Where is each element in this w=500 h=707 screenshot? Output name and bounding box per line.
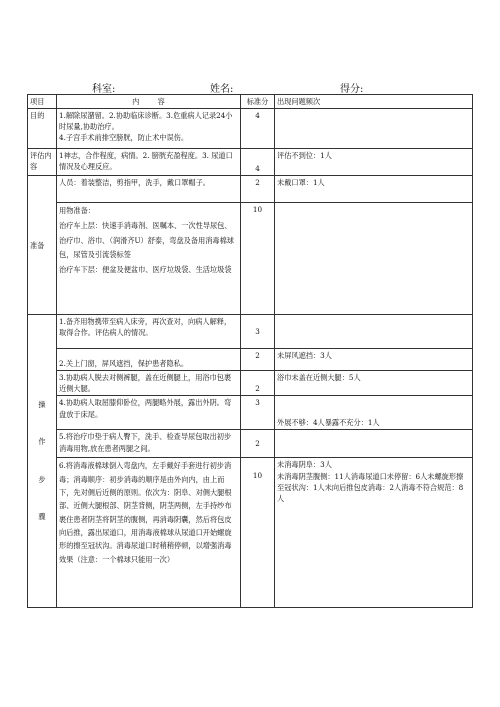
row-score: 2 — [241, 430, 275, 458]
row-score: 2 — [241, 176, 275, 203]
group-label-prep: 准备 — [28, 176, 57, 315]
table-row — [28, 109, 473, 149]
row-category: 评估内容 — [28, 149, 57, 176]
row-score: 2 — [241, 371, 275, 396]
group-char: 步 — [38, 474, 46, 484]
table-row — [28, 203, 473, 315]
row-content: 1神志，合作程度，病情。2. 膀胱充盈程度。3. 尿道口情况及心理反应。 — [57, 149, 241, 176]
score-table — [27, 94, 473, 608]
row-content: 3.协助病人脱去对侧裤腿，盖在近侧腿上，用浴巾包裹近侧大腿。 — [57, 371, 241, 396]
row-issues — [275, 315, 473, 349]
issue-line: 未消毒阴阜：3人 — [277, 460, 332, 470]
row-content: 人员：着装整洁，剪指甲，洗手，戴口罩帽子。 — [57, 176, 241, 203]
row-issues: 浴巾未盖在近侧大腿：5人 — [275, 371, 473, 396]
row-content: 4.协助病人取屈膝仰卧位，两腿略外展，露出外阴。弯盘放于床尾。 — [57, 396, 241, 430]
content-line: 治疗车上层：快速手消毒剂、医嘱本、一次性导尿包、治疗巾、浴巾、（润滑齐U）舒泰，弯盘及备用消毒棉球包，尿管及引流袋标签 — [59, 220, 234, 260]
issue-line: 未消毒阴茎腹侧：11人消毒尿道口未停留：6人未螺旋形擦至冠状沟：1人未向后推包皮消毒：2人消毒不符合规范：8人 — [277, 471, 464, 503]
score-label: 得分: — [340, 84, 364, 95]
group-char: 操 — [38, 399, 46, 409]
table-row — [28, 396, 473, 430]
table-row — [28, 371, 473, 396]
row-score: 2 — [241, 349, 275, 371]
table-row — [28, 315, 473, 349]
row-score: 4 — [241, 109, 275, 149]
row-issues — [275, 203, 473, 315]
row-score: 3 — [241, 315, 275, 349]
table-row — [28, 349, 473, 371]
row-issues — [275, 430, 473, 458]
row-content: 2.关上门窗，屏风遮挡，保护患者隐私。 — [57, 349, 241, 371]
row-content: 1.备齐用物携带至病人床旁，再次查对，向病人解释，取得合作。评估病人的情况。 — [57, 315, 241, 349]
col-content-header: 内 容 — [57, 95, 241, 109]
row-score: 10 — [241, 203, 275, 315]
group-label-ops — [28, 315, 57, 608]
group-char: 骤 — [38, 512, 46, 522]
table-header-row — [28, 95, 473, 109]
row-score: 3 — [241, 396, 275, 430]
content-line: 1.解除尿潴留。2.协助临床诊断。3.危重病人记录24小时尿量,协助治疗。 — [59, 111, 233, 132]
row-issues — [275, 458, 473, 608]
table-row — [28, 458, 473, 608]
row-content — [57, 109, 241, 149]
row-content — [57, 203, 241, 315]
table-row — [28, 149, 473, 176]
row-issues: 未戴口罩：1人 — [275, 176, 473, 203]
table-row — [28, 176, 473, 203]
department-label: 科室: — [92, 84, 116, 95]
col-score-header: 标准分 — [241, 95, 275, 109]
col-issues-header: 出现问题频次 — [275, 95, 473, 109]
table-row — [28, 430, 473, 458]
row-content: 6.将消毒液棉球倒入弯盘内，左手戴好手套进行初步消毒；消毒顺序：初步消毒的顺序是由外向内，由上而下，先对侧后近侧的原则。依次为：阴阜、对侧大腿根部、近侧大腿根部、阴茎背侧，阴茎两侧，左手持纱布裹住患者阴茎将阴茎的腹侧，再消毒阴囊，然后将包皮向后推，露出尿道口，用消毒液棉球从尿道口开始螺旋形的擦至冠状沟。消毒尿道口时稍稍停顿，以增强消毒效果（注意：一个棉球只能用一次） — [57, 458, 241, 608]
row-content: 5.将治疗巾垫于病人臀下，洗手、检查导尿包取出初步消毒用物,放在患者两腿之间。 — [57, 430, 241, 458]
name-label: 姓名: — [210, 84, 234, 95]
row-issues: 外展不够：4人暴露不充分：1人 — [275, 396, 473, 430]
content-line: 用物准备： — [59, 206, 95, 216]
row-issues — [275, 109, 473, 149]
content-line: 4.子宫手术前排空膀胱，防止术中误伤。 — [59, 133, 189, 143]
group-char: 作 — [38, 437, 46, 447]
col-item-header: 项目 — [28, 95, 57, 109]
row-issues: 未屏风遮挡：3人 — [275, 349, 473, 371]
row-score: 4 — [241, 149, 275, 176]
row-issues: 评估不到位：1人 — [275, 149, 473, 176]
row-score: 10 — [241, 458, 275, 608]
row-category: 目的 — [28, 109, 57, 149]
content-line: 治疗车下层：便盆及便盆巾、医疗垃圾袋、生活垃圾袋 — [59, 265, 232, 275]
